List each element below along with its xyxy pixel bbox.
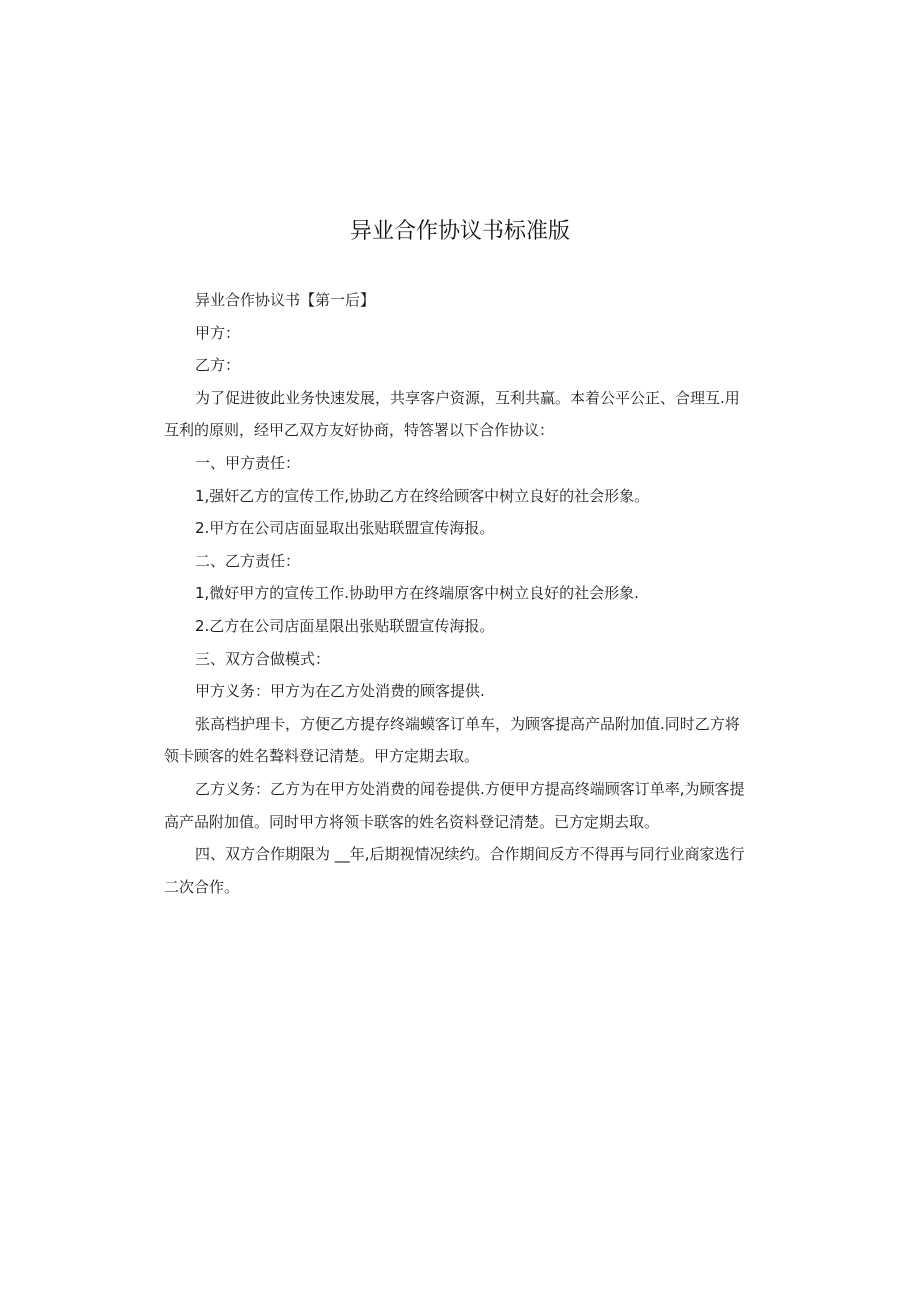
paragraph-preamble: 为了促进彼此业务快速发展，共享客户资源，互利共赢。本着公平公正、合理互.用互利的原则，经甲乙双方友好协商，特答署以下合作协议： — [164, 388, 740, 440]
paragraph-party-a-duty-1: 1,强奸乙方的宣传工作,协助乙方在终给顾客中树立良好的社会形象。 — [195, 486, 650, 505]
document-body — [164, 284, 754, 903]
paragraph-party-a-duty-2: 2.甲方在公司店面显取出张贴联盟宣传海报。 — [195, 519, 495, 538]
paragraph-term — [164, 838, 754, 903]
paragraph-party-b-duty-1: 1,微好甲方的宣传工作.协助甲方在终端原客中树立良好的社会形象. — [195, 584, 639, 603]
paragraph-party-a-obligation: 甲方义务：甲方为在乙方处消费的顾客提供. — [195, 682, 485, 701]
document-title: 异业合作协议书标准版 — [349, 219, 570, 244]
paragraph-party-b-obligation: 乙方义务：乙方为在甲方处消费的闻卷提供.方便甲方提高终端顾客订单率,为顾客提高产品附加值。同时甲方将领卡联客的姓名资料登记清楚。已方定期去取。 — [164, 779, 745, 831]
term-blank: __ — [334, 845, 350, 864]
paragraph-party-a-obligation-detail: 张高档护理卡，方便乙方提存终端蟆客订单车，为顾客提高产品附加值.同时乙方将领卡顾客的姓名聱料登记清楚。甲方定期去取。 — [164, 714, 740, 766]
term-before: 四、双方合作期限为 — [195, 845, 335, 864]
paragraph-party-b-duty-2: 2.乙方在公司店面星限出张贴联盟宣传海报。 — [195, 616, 495, 635]
paragraph-party-a: 甲方： — [195, 323, 241, 342]
term-after: 年,后期视情况续约。合作期间反方不得再与同行业商家选行二次合作。 — [164, 845, 745, 896]
paragraph-party-b: 乙方： — [195, 356, 241, 375]
heading-party-b-duties: 二、乙方责任： — [195, 551, 301, 570]
heading-cooperation-mode: 三、双方合做模式： — [195, 649, 331, 668]
paragraph-subtitle: 异业合作协议书【第一后】 — [195, 291, 376, 309]
heading-party-a-duties: 一、甲方责任： — [195, 453, 301, 472]
